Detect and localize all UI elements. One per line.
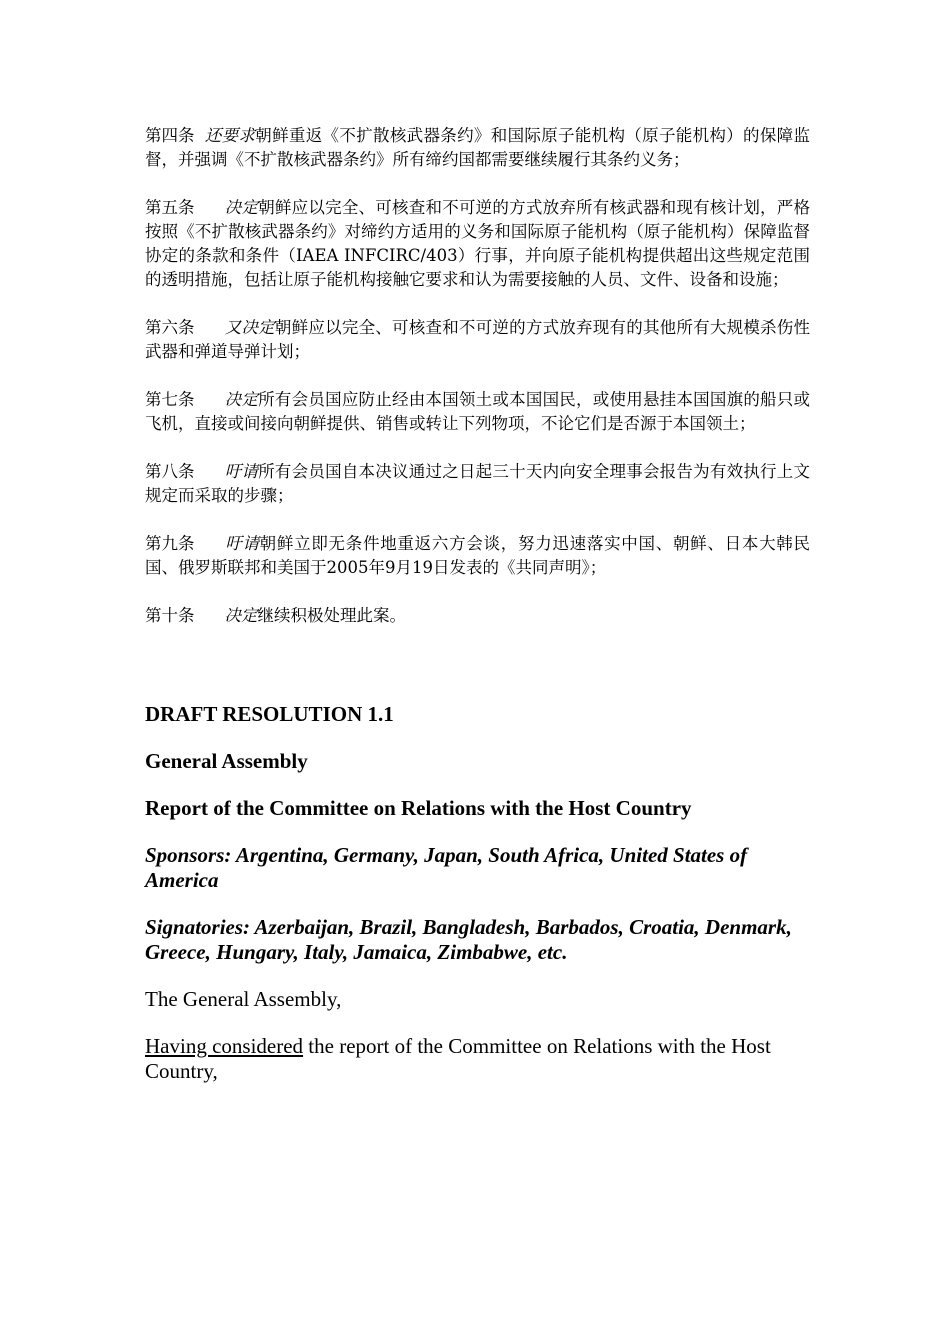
article-number: 第十条 bbox=[145, 606, 195, 625]
article-10 bbox=[145, 604, 810, 628]
document-page bbox=[145, 124, 810, 1106]
clause-text: the report of the Committee on Relations with the Host Country, bbox=[145, 1034, 771, 1083]
article-number: 第六条 bbox=[145, 318, 195, 337]
article-text: 朝鲜应以完全、可核查和不可逆的方式放弃所有核武器和现有核计划，严格按照《不扩散核武器条约》对缔约方适用的义务和国际原子能机构（原子能机构）保障监督协定的条款和条件（IAEA INFCIRC/403）行事，并向原子能机构提供超出这些规定范围的透明措施，包括让原子能机构接触它要求和认为需要接触的人员、文件、设备和设施； bbox=[145, 198, 811, 289]
operative-verb: 决定 bbox=[224, 198, 259, 217]
resolution-sponsors: Sponsors: Argentina, Germany, Japan, South Africa, United States of America bbox=[145, 843, 748, 892]
resolution-body: General Assembly bbox=[145, 749, 308, 773]
operative-verb: 还要求 bbox=[204, 126, 256, 145]
operative-verb: 吁请 bbox=[224, 462, 259, 481]
article-number: 第八条 bbox=[145, 462, 195, 481]
article-text: 所有会员国自本决议通过之日起三十天内向安全理事会报告为有效执行上文规定而采取的步骤； bbox=[145, 462, 811, 505]
clause-verb: Having considered bbox=[145, 1034, 304, 1058]
article-9 bbox=[145, 532, 810, 580]
article-text: 朝鲜应以完全、可核查和不可逆的方式放弃现有的其他所有大规模杀伤性武器和弹道导弹计划； bbox=[145, 318, 811, 361]
article-4 bbox=[145, 124, 810, 172]
article-number: 第九条 bbox=[145, 534, 195, 553]
section-spacer bbox=[145, 652, 810, 702]
resolution-title: DRAFT RESOLUTION 1.1 bbox=[145, 702, 394, 726]
article-text: 朝鲜立即无条件地重返六方会谈，努力迅速落实中国、朝鲜、日本大韩民国、俄罗斯联邦和美国于2005年9月19日发表的《共同声明》； bbox=[145, 534, 811, 577]
article-5 bbox=[145, 196, 810, 292]
resolution-subject: Report of the Committee on Relations with the Host Country bbox=[145, 796, 692, 820]
operative-verb: 又决定 bbox=[224, 318, 275, 337]
article-8 bbox=[145, 460, 810, 508]
article-number: 第四条 bbox=[145, 126, 195, 145]
preambular-clause bbox=[145, 1034, 810, 1084]
article-text: 继续积极处理此案。 bbox=[257, 606, 406, 625]
operative-verb: 吁请 bbox=[224, 534, 260, 553]
article-6 bbox=[145, 316, 810, 364]
article-text: 朝鲜重返《不扩散核武器条约》和国际原子能机构（原子能机构）的保障监督，并强调《不扩散核武器条约》所有缔约国都需要继续履行其条约义务； bbox=[145, 126, 811, 169]
article-7 bbox=[145, 388, 810, 436]
article-text: 所有会员国应防止经由本国领土或本国国民，或使用悬挂本国国旗的船只或飞机，直接或间接向朝鲜提供、销售或转让下列物项，不论它们是否源于本国领土； bbox=[145, 390, 811, 433]
article-number: 第七条 bbox=[145, 390, 195, 409]
resolution-opening: The General Assembly, bbox=[145, 987, 342, 1011]
operative-verb: 决定 bbox=[224, 606, 258, 625]
resolution-signatories: Signatories: Azerbaijan, Brazil, Bangladesh, Barbados, Croatia, Denmark, Greece, Hungary, Italy, Jamaica, Zimbabwe, etc. bbox=[145, 915, 792, 964]
article-number: 第五条 bbox=[145, 198, 195, 217]
operative-verb: 决定 bbox=[224, 390, 259, 409]
